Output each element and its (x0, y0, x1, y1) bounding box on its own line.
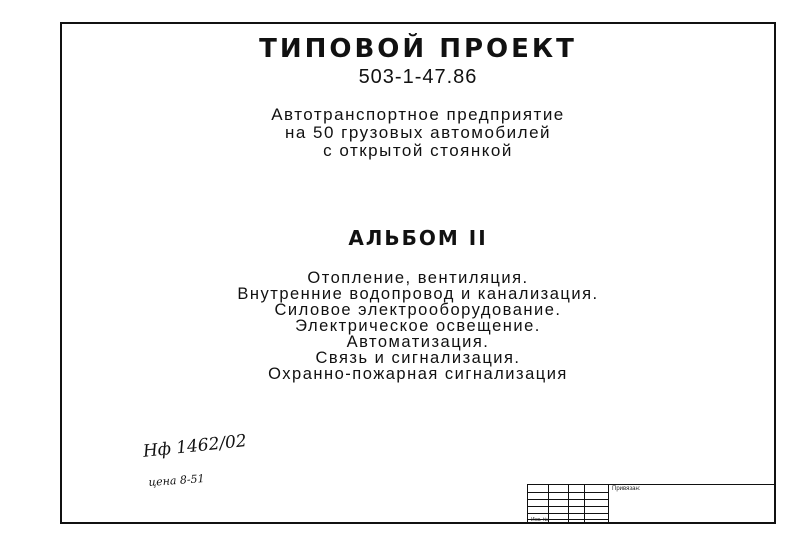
subtitle-line: с открытой стоянкой (323, 141, 513, 160)
contents-line: Автоматизация. (346, 333, 490, 351)
album-title: АЛЬБОМ II (348, 226, 488, 250)
subtitle-line: на 50 грузовых автомобилей (284, 123, 552, 142)
handwritten-inventory-code: Нф 1462/02 (142, 431, 248, 462)
subtitle-line: Автотранспортное предприятие (271, 105, 565, 124)
drawing-sheet (60, 22, 776, 524)
stamp-grid-line (528, 492, 608, 493)
project-code: 503-1-47.86 (358, 66, 478, 88)
stamp-inventory-label: Инв. № (531, 517, 549, 523)
stamp-approved-label: Привязан: (612, 486, 641, 492)
stamp-grid-line (528, 499, 608, 500)
contents-line: Отопление, вентиляция. (307, 269, 529, 287)
stamp-grid-line (608, 485, 609, 524)
contents-line: Внутренние водопровод и канализация. (237, 285, 599, 303)
project-title: ТИПОВОЙ ПРОЕКТ (259, 34, 577, 64)
stamp-grid-line (528, 513, 608, 514)
handwritten-price: цена 8-51 (148, 472, 205, 489)
contents-line: Охранно-пожарная сигнализация (268, 365, 568, 383)
stamp-grid-line (528, 506, 608, 507)
project-subtitle (62, 106, 774, 160)
contents-line: Связь и сигнализация. (315, 349, 521, 367)
contents-line: Электрическое освещение. (295, 317, 541, 335)
title-block-stamp (527, 484, 776, 524)
contents-line: Силовое электрооборудование. (274, 301, 562, 319)
album-contents (62, 270, 774, 382)
